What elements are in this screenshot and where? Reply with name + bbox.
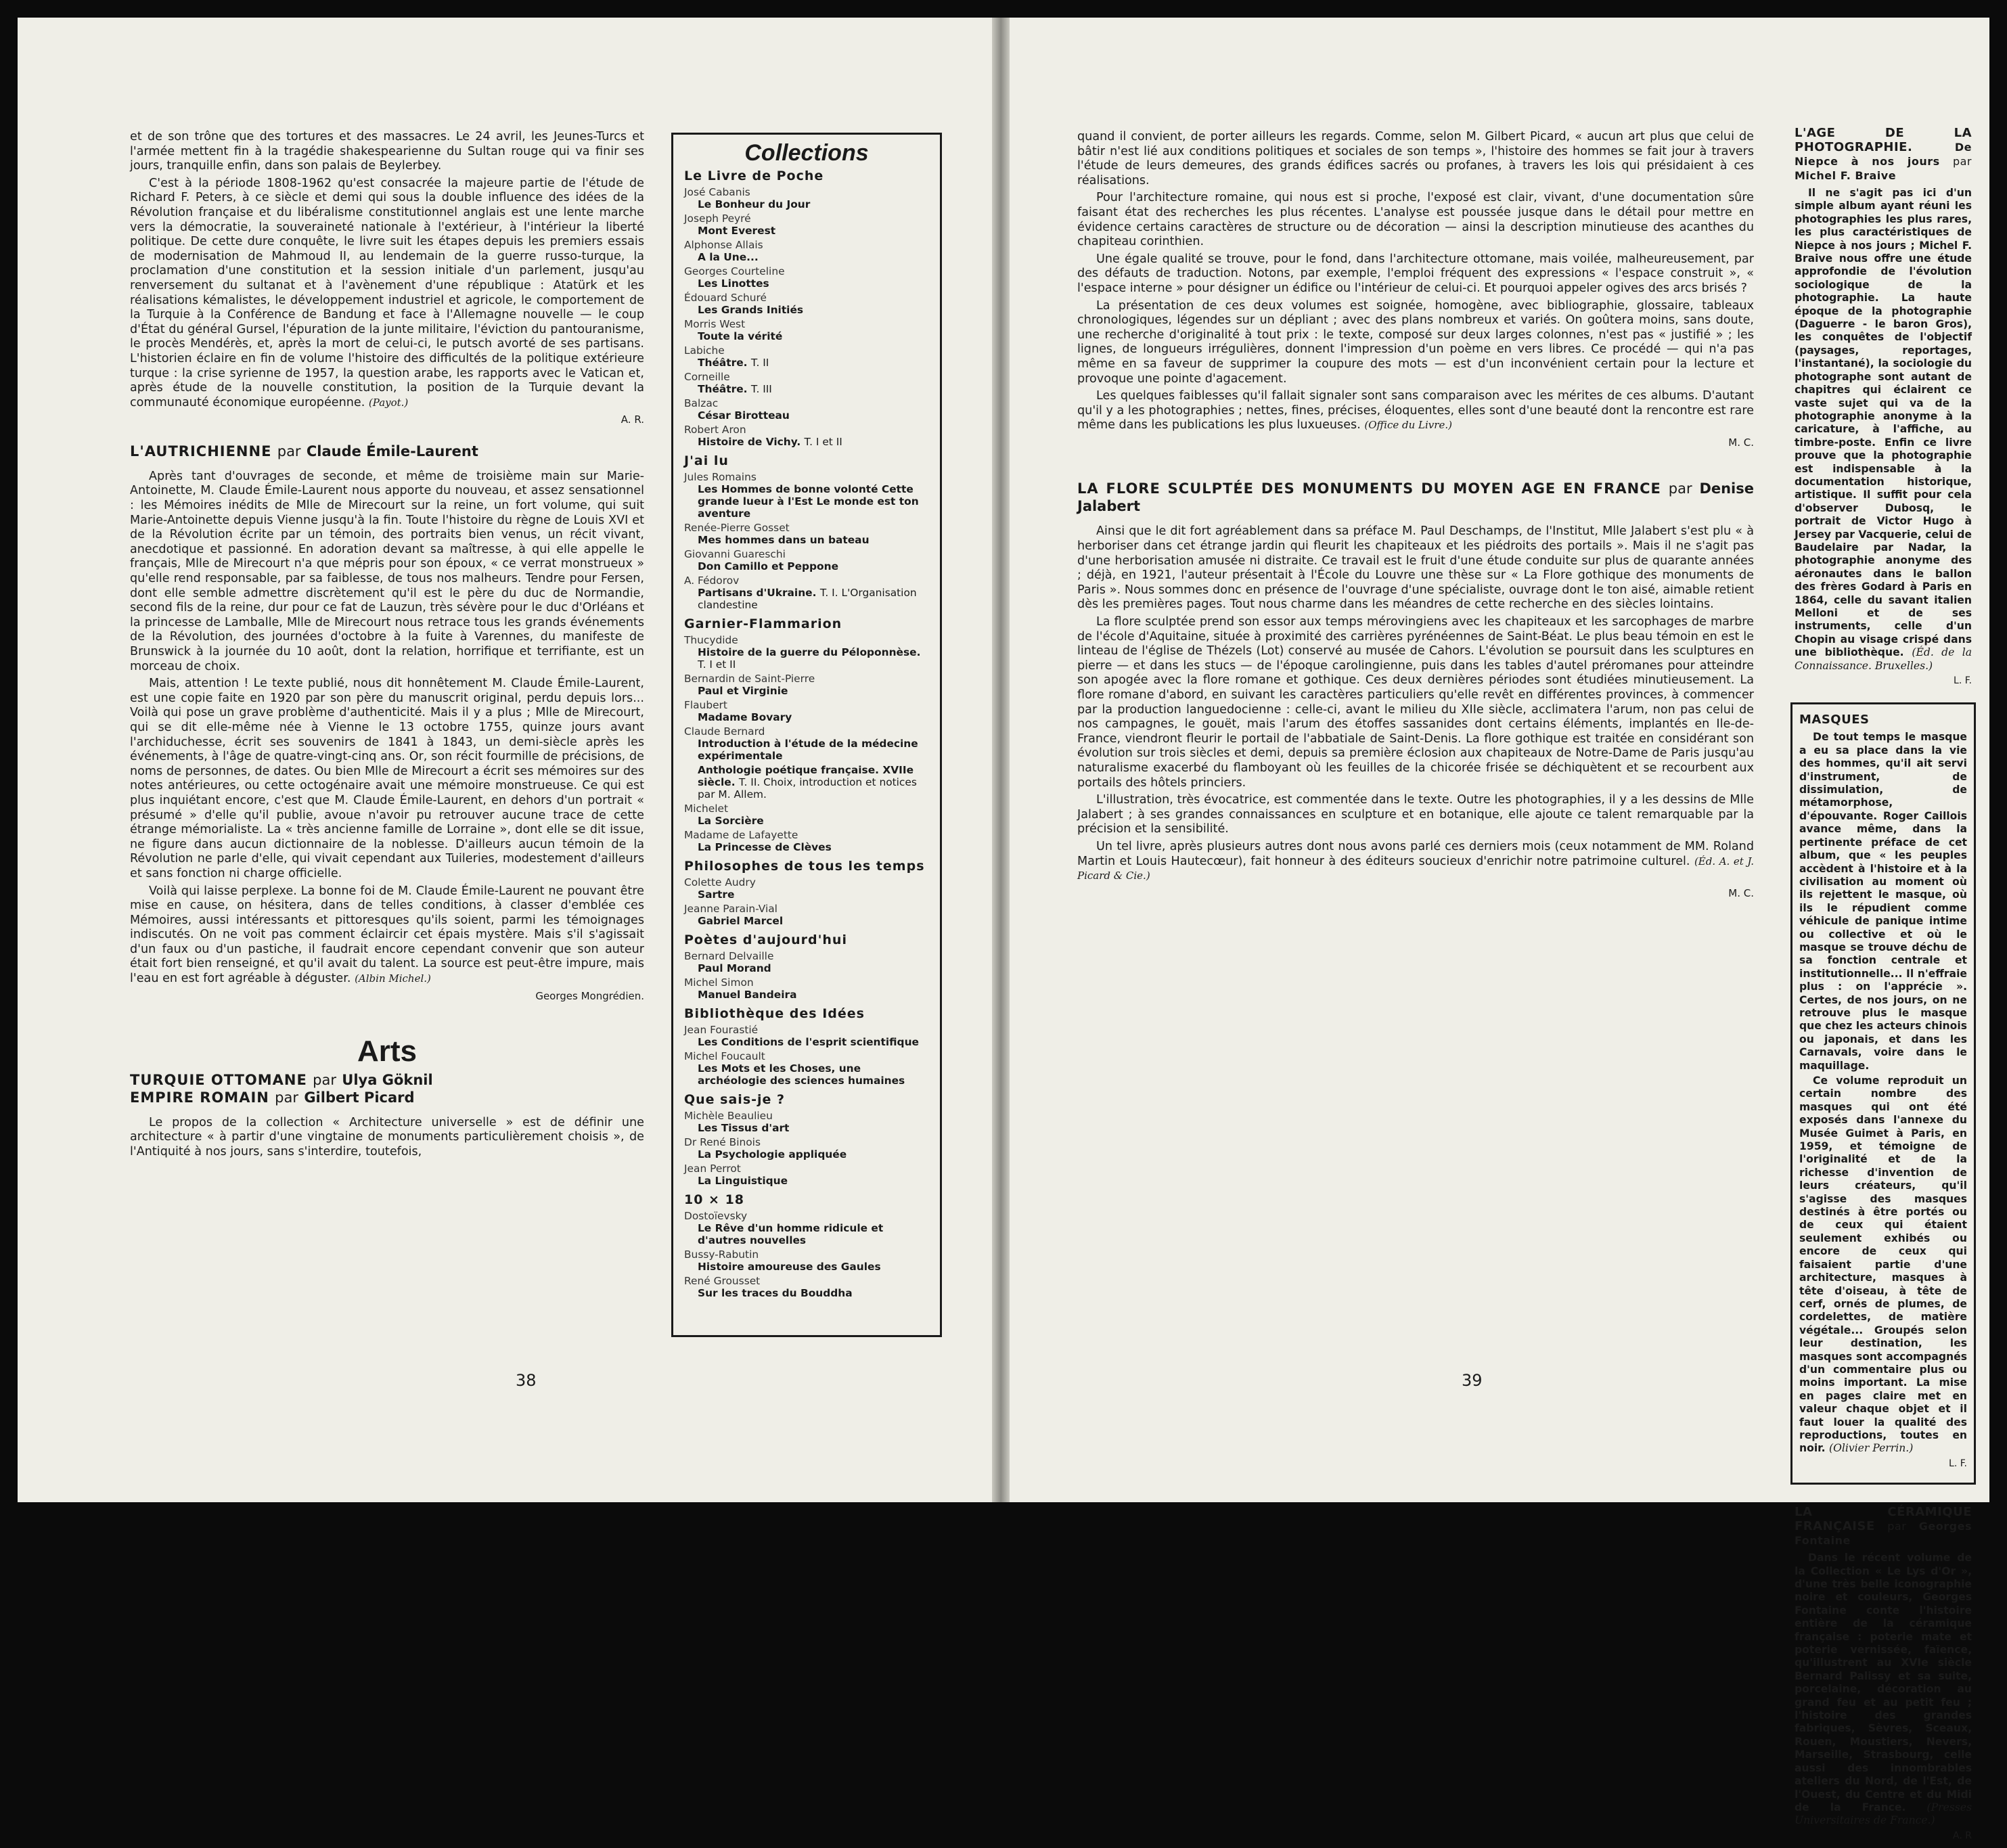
source-citation: (Albin Michel.) [355,972,431,985]
entry-author: Michèle Beaulieu [684,1110,773,1122]
entry-title: Toute la vérité [698,330,783,342]
review-paragraph: Après tant d'ouvrages de seconde, et même de troisième main sur Marie-Antoinette, M. Claude Émile-Laurent nous apporte du nouveau, et assez sensationnel : les Mémoires inédits de Mlle de Mirecourt sur la reine, un fort volume, qui suit Marie-Antoinette depuis Vienne jusqu'à la fin. Toute l'histoire du règne de Louis XVI et de la Révolution écrite par un témoin, des portraits bien venus, un récit vivant, anecdotique et passionné. En adoration devant sa maîtresse, à qui elle appelle le français, Mlle de Mirecourt n'a que mépris pour son époux, « ce verrat monstrueux » qu'elle rend responsable, par sa faiblesse, de tous nos malheurs. Tendre pour Fersen, dont elle semble admettre discrètement qu'il est le père du duc de Normandie, second fils de la reine, dur pour ce fat de Lauzun, très sévère pour le duc d'Orléans et la princesse de Lamballe, Mlle de Mirecourt nous retrace tous les grands événements de la Révolution, des journées d'octobre à la fuite à Varennes, du manifeste de Brunswick à la journée du 10 août, dont la relation, horrifique et terrifiante, est un morceau de choix. [130,469,644,673]
entry-title: Sartre [698,888,735,901]
source-citation: (Office du Livre.) [1364,419,1452,432]
collection-entry [684,803,929,827]
entry-author: Thucydide [684,634,738,646]
page-gutter [992,18,1010,1502]
entry-title: Histoire de la guerre du Péloponnèse. T. I et II [698,646,921,671]
entry-note: T. I et II [698,658,736,671]
collection-entry [684,292,929,316]
review-heading-empire-romain: EMPIRE ROMAIN par Gilbert Picard [130,1089,415,1106]
entry-title: La Linguistique [698,1175,788,1187]
review-heading-photographie: L'AGE DE LA PHOTOGRAPHIE. De Niepce à nos jours par Michel F. Braive [1795,126,1972,182]
entry-author: Claude Bernard [684,725,765,738]
author-signature: Georges Mongrédien. [535,989,644,1002]
entry-author: Michel Simon [684,976,754,989]
review-paragraph: La flore sculptée prend son essor aux temps mérovingiens avec les chapiteaux et les sarcophages de marbre de l'école d'Aquitaine, située à proximité des carrières pyrénéennes de Saint-Béat. Le plus beau témoin en est le linteau de l'église de Thézels (Lot) conservé au musée de Cahors. L'évolution se poursuit dans les sculptures en pierre — et dans les stucs — de l'époque carolingienne, puis dans les tables d'autel préromanes pour atteindre son apogée avec la flore romane et gothique. Ces deux dernières périodes sont étudiées minutieusement. La flore romane d'abord, en suivant les caractères particuliers qu'elle revêt en différentes provinces, à commencer par la production languedocienne : celle-ci, avant le milieu du XIIe siècle, acclimatera l'arum, non pas celui de nos campagnes, le gouët, mais l'arum des étoffes sassanides dont certains éléments, implantés en Ile-de-France, viendront fleurir le portail de l'abbatiale de Saint-Denis. La flore gothique est traitée en considérant son évolution sur trois siècles et demi, depuis sa première éclosion aux chapiteaux de Notre-Dame de Paris jusqu'au naturalisme exacerbé du flamboyant où les feuilles de la chicorée frisée se déchiquètent et se recourbent aux portails des hôtels princiers. [1077,615,1754,790]
collections-list [684,170,929,1299]
entry-author: Corneille [684,371,730,383]
source-citation: (Olivier Perrin.) [1829,1442,1914,1455]
collection-entry [684,424,929,448]
entry-title: Histoire amoureuse des Gaules [698,1261,881,1273]
collection-entry [684,673,929,697]
review-paragraph: Voilà qui laisse perplexe. La bonne foi de M. Claude Émile-Laurent ne pouvant être mise en cause, on hésitera, dans de telles conditions, à classer d'emblée ces Mémoires, aussi intéressants et pittoresques qu'ils soient, parmi les témoignages indiscutés. On ne voit pas comment éclaircir cet épais mystère. Mais s'il s'agissait d'un faux ou d'un pastiche, il faudrait encore cependant convenir que son auteur était fort bien renseigné, et qu'il avait du talent. La source est peut-être impure, mais l'eau en est fort agréable à déguster. (Albin Michel.) [130,884,644,986]
entry-title: Histoire de Vichy. T. I et II [698,436,842,448]
collection-entry [684,699,929,723]
review-paragraph: Ce volume reproduit un certain nombre des masques qui ont été exposés dans l'annexe du Musée Guimet à Paris, en 1959, et témoigne de l'originalité et de la richesse d'invention de leurs créateurs, qu'il s'agisse des masques destinés à être portés ou de ceux qui étaient seulement exhibés ou encore de ceux qui faisaient partie d'une architecture, masques à tête d'oiseau, à tête de cerf, ornés de plumes, de cordelettes, de matière végétale... Groupés selon leur destination, les masques sont accompagnés d'un commentaire plus ou moins important. La mise en pages claire met en valeur chaque objet et il faut louer la qualité des reproductions, toutes en noir. (Olivier Perrin.) [1799,1075,1967,1455]
entry-author: Morris West [684,318,746,330]
collection-entry [684,318,929,342]
collection-entry [684,876,929,901]
collection-entry [684,371,929,395]
author-signature: L. F. [1954,675,1972,687]
collection-entry [684,186,929,210]
entry-author: Bernardin de Saint-Pierre [684,673,815,685]
entry-title: Le Rêve d'un homme ridicule et d'autres nouvelles [698,1222,884,1246]
source-citation: (Éd. A. et J. Picard & Cie.) [1077,855,1755,882]
intro-paragraph-1: quand il convient, de porter ailleurs les regards. Comme, selon M. Gilbert Picard, « aucun art plus que celui de bâtir n'est lié aux conditions politiques et sociales de son temps », l'histoire des hommes se fait jour à travers l'étude de leurs demeures, des grands édifices sacrés ou profanes, à travers les lois qui présidaient à ces réalisations. [1077,130,1754,187]
entry-author: Bernard Delvaille [684,950,774,962]
collection-entry [684,1248,929,1273]
collection-entry [684,548,929,572]
collection-entry [684,1136,929,1160]
entry-title: Les Conditions de l'esprit scientifique [698,1036,919,1048]
collections-title: Collections [744,140,869,166]
collection-entry [684,522,929,546]
entry-author: Bussy-Rabutin [684,1248,759,1261]
collection-section-heading: Bibliothèque des Idées [684,1006,865,1021]
page-number: 38 [516,1371,537,1390]
entry-author: Jean Fourastié [684,1024,759,1036]
collection-entry [684,397,929,422]
entry-author: Flaubert [684,699,727,711]
review-paragraph: Dans le récent volume de la Collection « Le Lys d'Or », d'une très belle iconographie noire et couleurs, Georges Fontaine conte l'histoire entière de la céramique française : poterie mate et poterie vernissée, faïence, qu'illustrent au XVIe siècle Bernard Palissy et sa suite, porcelaine, décoration au grand feu et au petit feu ; l'histoire des grandes fabriques, Sèvres, Sceaux, Rouen, Moustiers, Nevers, Marseille, Strasbourg, celle aussi des innombrables ateliers du Nord, de l'Est, de l'Ouest, du Centre et du Midi de la France. (Presses Universitaires de France.) [1795,1552,1972,1827]
entry-title: Les Hommes de bonne volonté Cette grande lueur à l'Est Le monde est ton aventure [698,483,919,520]
collection-entry [684,1210,929,1246]
collection-entry [684,265,929,290]
entry-author: Colette Audry [684,876,756,888]
entry-note: T. I. L'Organisation clandestine [698,587,917,611]
review-paragraph: Mais, attention ! Le texte publié, nous dit honnêtement M. Claude Émile-Laurent, est une copie faite en 1920 par son père du manuscrit original, perdu depuis lors... Voilà qui pose un grave problème d'authenticité. Mais il y a plus ; Mlle de Mirecourt, qui se dit elle-même née à Vienne le 13 octobre 1755, quinze jours avant l'archiduchesse, écrit ses souvenirs de 1841 à 1843, un demi-siècle après les événements, à l'âge de quatre-vingt-cinq ans. Or, son récit fourmille de précisions, de noms de personnes, de dates. Ou bien Mlle de Mirecourt a écrit ses mémoires sur des notes antérieures, ou cette octogénaire avait une mémoire monstrueuse. Ce qui est plus inquiétant encore, c'est que M. Claude Émile-Laurent, en dehors d'un portrait « présumé » d'elle qu'il publie, avoue n'avoir pu retrouver aucune trace de cette étrange mémorialiste. La « très ancienne famille de Lorraine », dont elle se dit issue, ne figure dans aucun dictionnaire de la noblesse. D'ailleurs aucun témoin de la Révolution ne parle d'elle, qui vivait cependant aux Tuileries, modestement d'ailleurs et sans fonction ni charge officielle. [130,677,644,880]
source-citation: (Payot.) [368,396,409,409]
collection-section-heading: 10 × 18 [684,1192,745,1207]
entry-title: Sur les traces du Bouddha [698,1287,853,1299]
entry-title: Gabriel Marcel [698,915,784,927]
entry-author: Édouard Schuré [684,292,767,304]
review-heading-masques: MASQUES [1799,713,1870,727]
collection-entry [684,1110,929,1134]
entry-note: T. II [750,357,769,369]
entry-author: Jeanne Parain-Vial [684,903,777,915]
entry-author: René Grousset [684,1275,761,1287]
collection-entry [684,829,929,853]
entry-author: Georges Courteline [684,265,785,277]
intro-paragraph: Pour l'architecture romaine, qui nous est si proche, l'exposé est clair, vivant, d'une documentation sûre faisant état des recherches les plus récentes. L'analyse est poussée jusque dans le détail pour mettre en évidence certains caractères de structure ou de décoration — ainsi la description minutieuse des acanthes du chapiteau corinthien. [1077,191,1754,249]
right-side-column [1795,126,1972,1848]
entry-title: Les Linottes [698,277,769,290]
entry-note: T. II. Choix, introduction et notices par M. Allem. [698,776,917,801]
review-heading-flore: LA FLORE SCULPTÉE DES MONUMENTS DU MOYEN AGE EN FRANCE par Denise Jalabert [1077,480,1755,515]
entry-author: Jean Perrot [684,1163,741,1175]
right-page [1010,18,1989,1841]
entry-title: César Birotteau [698,409,790,422]
collection-entry [684,1050,929,1087]
collection-section-heading: J'ai lu [684,453,729,468]
collection-entry [684,1024,929,1048]
entry-author: Dr René Binois [684,1136,761,1148]
entry-title: Le Bonheur du Jour [698,198,811,210]
review-heading-turquie: TURQUIE OTTOMANE par Ulya Göknil [130,1071,433,1088]
entry-note: T. I et II [804,436,842,448]
entry-title: Mes hommes dans un bateau [698,534,870,546]
author-signature: L. F. [1949,1458,1967,1469]
review-paragraph: L'illustration, très évocatrice, est commentée dans le texte. Outre les photographies, il y a les dessins de Mlle Jalabert ; à ses grandes connaissances en sculpture et en botanique, elle ajoute ce talent remarquable par la précision et la sensibilité. [1077,793,1754,836]
entry-title: Les Grands Initiés [698,304,804,316]
review-paragraph: Le propos de la collection « Architecture universelle » est de définir une architecture « à partir d'une vingtaine de monuments particulièrement choisis », de l'Antiquité à nos jours, sans s'interdire, toutefois, [130,1115,644,1159]
entry-title: Madame Bovary [698,711,792,723]
collection-entry [684,344,929,369]
collection-section-heading: Garnier-Flammarion [684,616,842,631]
collection-entry [684,471,929,520]
entry-author: Joseph Peyré [684,212,751,225]
review-paragraph: De tout temps le masque a eu sa place dans la vie des hommes, qu'il ait servi d'instrument, de dissimulation, de métamorphose, d'épouvante. Roger Caillois avance même, dans la pertinente préface de cet album, que « les peuples accèdent à l'histoire et à la civilisation au moment où ils rejettent le masque, où ils le répudient comme véhicule de panique intime ou collective et où le masque se trouve déchu de sa fonction centrale et institutionnelle... Il n'effraie plus : on l'apprécie ». Certes, de nos jours, on ne retrouve plus le masque que chez les acteurs chinois ou japonais, et dans les Carnavals, voire dans le maquillage. [1799,731,1967,1072]
entry-author: Balzac [684,397,719,409]
author-signature: M. C. [1728,436,1754,449]
review-heading-autrichienne: L'AUTRICHIENNE par Claude Émile-Laurent [130,443,478,459]
entry-note: T. III [750,383,772,395]
page-number: 39 [1462,1371,1483,1390]
review-paragraph: Il ne s'agit pas ici d'un simple album ayant réuni les photographies les plus rares, les plus caractéristiques de Niepce à nos jours ; Michel F. Braive nous offre une étude approfondie de l'évolution sociologique de la photographie. La haute époque de la photographie (Daguerre - le baron Gros), les conquêtes de l'objectif (paysages, reportages, l'instantané), la sociologie du photographe sont autant de chapitres qui éclairent ce vaste sujet qui va de la photographie anonyme à la caricature, à l'affiche, au timbre-poste. Enfin ce livre prouve que la photographie est indispensable à la documentation historique, artistique. Il suffit pour cela d'observer Dubosq, le portrait de Victor Hugo à Jersey par Vacquerie, celui de Baudelaire par Nadar, la photographie anonyme des aéronautes dans le ballon des frères Godard à Paris en 1864, celle du savant italien Melloni et de ses instruments, celle d'un Chopin au visage crispé dans une bibliothèque. (Éd. de la Connaissance. Bruxelles.) [1795,187,1972,672]
collection-entry [684,1163,929,1187]
intro-paragraph: La présentation de ces deux volumes est soignée, homogène, avec bibliographie, glossaire, tableaux chronologiques, légendes sur un dépliant ; avec des plans nombreux et variés. On goûtera moins, sans doute, une recherche d'originalité à tout prix : le texte, composé sur deux larges colonnes, n'est pas « justifié » ; les lignes, de longueurs irrégulières, donnent l'impression d'un poème en vers libres. Ce procédé — qui n'a pas même en sa faveur de supprimer la coupure des mots — est d'un inconvénient certain pour la lecture et provoque une pointe d'agacement. [1077,298,1754,386]
entry-title: Partisans d'Ukraine. T. I. L'Organisation clandestine [698,587,917,611]
source-citation: (Presses Universitaires de France.) [1795,1801,1972,1827]
review-paragraph: Un tel livre, après plusieurs autres dont nous avons parlé ces derniers mois (ceux notamment de MM. Roland Martin et Louis Hautecœur), fait honneur à des éditeurs soucieux d'enrichir notre patrimoine culturel. (Éd. A. et J. Picard & Cie.) [1077,839,1755,882]
entry-author: Robert Aron [684,424,746,436]
collection-entry [684,725,929,762]
review-paragraph: Ainsi que le dit fort agréablement dans sa préface M. Paul Deschamps, de l'Institut, Mlle Jalabert s'est plu « à herboriser dans cet étrange jardin qui fleurit les chapiteaux et les piédroits des portails ». Mais il ne s'agit pas d'une herborisation amusée ni distraite. Ce travail est le fruit d'une étude conduite sur plus de quarante années ; déjà, en 1921, l'auteur présentait à l'École du Louvre une thèse sur « La Flore gothique des monuments de Paris ». Nous sommes donc en présence de l'ouvrage d'une spécialiste, ouvrage dont le ton aisé, aimable retient dès les premières pages. Tout nous charme dans les méandres de cette recherche en des siècles lointains. [1077,524,1754,612]
entry-author: Alphonse Allais [684,239,763,251]
source-citation: (Éd. de la Connaissance. Bruxelles.) [1795,646,1972,672]
review-heading-ceramique: LA CÉRAMIQUE FRANÇAISE par Georges Fontaine [1795,1505,1972,1548]
section-heading-arts: Arts [357,1035,418,1068]
collections-box [671,133,942,1337]
collection-entry [684,239,929,263]
entry-title: Mont Everest [698,225,776,237]
entry-title: La Princesse de Clèves [698,841,832,853]
collection-entry [684,574,929,611]
collection-section-heading: Le Livre de Poche [684,168,824,183]
entry-title: Introduction à l'étude de la médecine expérimentale [698,738,918,762]
entry-author: A. Fédorov [684,574,740,587]
entry-title: A la Une... [698,251,759,263]
entry-title: Théâtre. T. II [698,357,769,369]
collection-entry [684,903,929,927]
author-signature: A. R. [621,413,644,426]
entry-title: Don Camillo et Peppone [698,560,839,572]
collection-entry [684,950,929,974]
intro-paragraph: Les quelques faiblesses qu'il fallait signaler sont sans comparaison avec les mérites de ces albums. D'autant qu'il y a les photographies ; nettes, fines, précises, éloquentes, elles sont d'une beauté dont la rencontre est rare même dans les publications les plus luxueuses. (Office du Livre.) [1077,389,1754,432]
entry-title: La Sorcière [698,815,764,827]
intro-paragraph-1: et de son trône que des tortures et des massacres. Le 24 avril, les Jeunes-Turcs et l'armée mettent fin à la tragédie shakespearienne du Sultan rouge qui va finir ses jours, tranquille enfin, dans son palais de Beylerbey. [130,130,644,173]
entry-title: Théâtre. T. III [698,383,772,395]
collection-entry [684,634,929,671]
entry-title: Les Mots et les Choses, une archéologie des sciences humaines [698,1062,905,1087]
entry-author: Giovanni Guareschi [684,548,786,560]
entry-author: Labiche [684,344,725,357]
collection-entry [684,764,929,801]
author-signature: M. C. [1728,886,1754,899]
collection-entry [684,212,929,237]
entry-author: Jules Romains [684,471,757,483]
entry-author: Michelet [684,803,729,815]
entry-author: Dostoïevsky [684,1210,748,1222]
left-main-column [130,130,644,1163]
collection-section-heading: Philosophes de tous les temps [684,859,925,874]
entry-title: Paul et Virginie [698,685,788,697]
author-signature: A. R [1953,1830,1972,1841]
entry-title: Anthologie poétique française. XVIIe siècle. T. II. Choix, introduction et notices par M. Allem. [698,764,917,801]
entry-title: Manuel Bandeira [698,989,797,1001]
entry-author: Renée-Pierre Gosset [684,522,790,534]
collection-entry [684,976,929,1001]
entry-title: Les Tissus d'art [698,1122,790,1134]
masques-box [1790,702,1976,1485]
entry-author: Madame de Lafayette [684,829,798,841]
intro-paragraph-2: C'est à la période 1808-1962 qu'est consacrée la majeure partie de l'étude de Richard F. Peters, à ce siècle et demi qui sous la double influence des idées de la Révolution française et du libéralisme constitutionnel anglais est une lente marche vers la démocratie, la souveraineté nationale à l'extérieur, à l'intérieur la liberté politique. De cette dure conquête, le livre suit les étapes depuis les premiers essais de modernisation de Mahmoud II, au lendemain de la guerre russo-turque, la proclamation d'une constitution et la session initiale d'un parlement, jusqu'au renversement du sultanat et à l'avènement d'une république : Atatürk et les réalisations kémalistes, le développement industriel et agricole, le comportement de la Turquie à la Conférence de Bandung et face à l'Allemagne nouvelle — le coup d'État du général Gursel, l'épuration de la junte militaire, l'éviction du pantouranisme, le procès Mendérès, et, après la mort de celui-ci, le putsch avorté de ses partisans. L'historien éclaire en fin de volume l'histoire des difficultés de la politique extérieure turque : la crise syrienne de 1957, la question arabe, les rapports avec le Vatican et, après étude de la nouvelle constitution, la position de la Turquie devant la communauté économique européenne. (Payot.) [130,176,644,409]
collection-entry [684,1275,929,1299]
entry-title: Paul Morand [698,962,771,974]
right-main-column [1077,130,1754,916]
entry-title: La Psychologie appliquée [698,1148,847,1160]
collection-section-heading: Poètes d'aujourd'hui [684,932,847,947]
left-page [18,18,992,1502]
entry-author: José Cabanis [684,186,750,198]
intro-paragraph: Une égale qualité se trouve, pour le fond, dans l'architecture ottomane, mais voilée, malheureusement, par des défauts de traduction. Notons, par exemple, l'emploi fréquent des expressions « l'espace construit », « l'espace interne » pour désigner un édifice ou l'intérieur de celui-ci. Et pourquoi appeler ogives des arcs brisés ? [1077,252,1754,295]
entry-author: Michel Foucault [684,1050,765,1062]
collection-section-heading: Que sais-je ? [684,1092,786,1107]
